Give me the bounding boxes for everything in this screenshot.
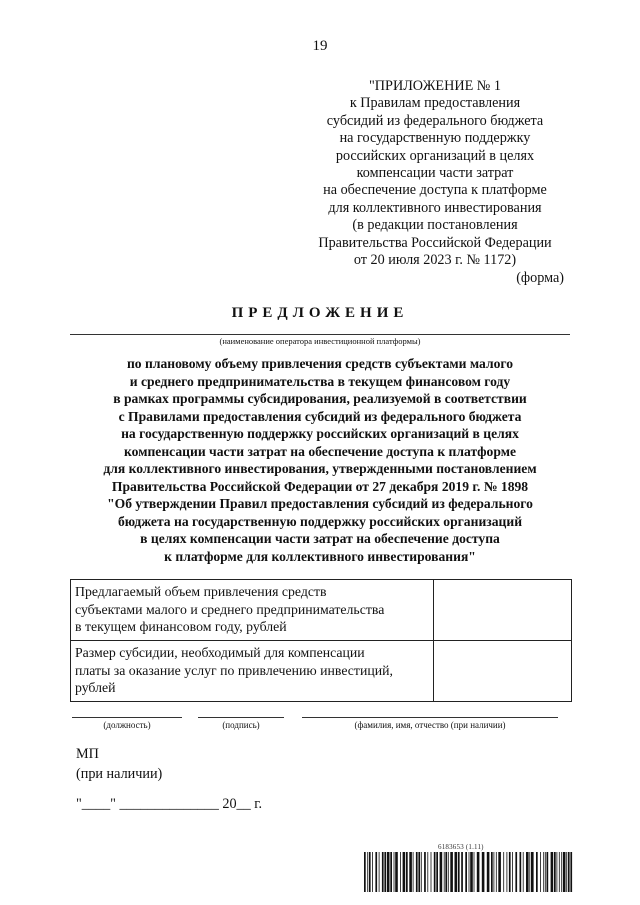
subject-line: компенсации части затрат на обеспечение доступа к платформе — [124, 443, 516, 459]
full-name-caption: (фамилия, имя, отчество (при наличии) — [354, 720, 506, 730]
appendix-line: Правительства Российской Федерации — [318, 234, 552, 251]
stamp-place — [76, 744, 162, 784]
appendix-line: на государственную поддержку — [339, 130, 531, 147]
subject-line: бюджета на государственную поддержку российских организаций — [117, 513, 523, 529]
subject-line: к платформе для коллективного инвестирования" — [164, 548, 476, 564]
full-name-line[interactable] — [302, 717, 558, 718]
date-field[interactable]: "____" ______________ 20__ г. — [76, 796, 263, 812]
proposal-table — [70, 579, 572, 702]
appendix-line: от 20 июля 2023 г. № 1172) — [353, 252, 517, 269]
appendix-line: (в редакции постановления — [352, 217, 518, 234]
label-line: Размер субсидии, необходимый для компенсации — [75, 645, 365, 660]
subject-line: "Об утверждении Правил предоставления субсидий из федерального — [107, 496, 533, 511]
position-caption: (должность) — [103, 720, 151, 730]
label-line: платы за оказание услуг по привлечению инвестиций, — [75, 662, 393, 678]
stamp-note: (при наличии) — [76, 766, 163, 782]
subject-line: в рамках программы субсидирования, реализуемой в соответствии — [113, 391, 527, 406]
barcode-number: 6183653 (1.11) — [438, 843, 484, 851]
attraction-volume-value[interactable] — [434, 580, 572, 641]
appendix-line: к Правилам предоставления — [349, 95, 521, 112]
appendix-line: на обеспечение доступа к платформе — [323, 182, 547, 199]
appendix-line: "ПРИЛОЖЕНИЕ № 1 — [369, 78, 501, 94]
document-title: ПРЕДЛОЖЕНИЕ — [231, 305, 409, 321]
position-line[interactable] — [72, 717, 182, 718]
operator-name-line[interactable] — [70, 334, 570, 335]
label-line: Предлагаемый объем привлечения средств — [75, 584, 327, 599]
table-row — [71, 641, 572, 702]
subject-line: и среднего предпринимательства в текущем финансовом году — [129, 373, 511, 389]
appendix-line: субсидий из федерального бюджета — [326, 112, 544, 129]
subject-line: с Правилами предоставления субсидий из федерального бюджета — [118, 408, 522, 424]
appendix-line: для коллективного инвестирования — [328, 199, 542, 216]
stamp-label: МП — [76, 746, 99, 762]
appendix-line: российских организаций в целях — [335, 147, 535, 164]
barcode — [364, 852, 574, 892]
label-line: рублей — [75, 680, 116, 695]
subject-line: по плановому объему привлечения средств субъектами малого — [126, 356, 514, 371]
subject-line: для коллективного инвестирования, утвержденными постановлением — [103, 461, 537, 476]
subject-line: в целях компенсации части затрат на обеспечение доступа — [140, 531, 500, 546]
subject-line: Правительства Российской Федерации от 27 декабря 2019 г. № 1898 — [111, 478, 529, 494]
attraction-volume-label — [71, 580, 434, 641]
label-line: субъектами малого и среднего предпринимательства — [75, 601, 385, 617]
subsidy-amount-label — [71, 641, 434, 702]
signature-line[interactable] — [198, 717, 284, 718]
appendix-line: компенсации части затрат — [356, 165, 514, 182]
subsidy-amount-value[interactable] — [434, 641, 572, 702]
table-row — [71, 580, 572, 641]
form-label: (форма) — [516, 270, 564, 286]
page-number: 19 — [312, 38, 328, 54]
signature-caption: (подпись) — [222, 720, 260, 730]
proposal-subject — [60, 355, 580, 565]
operator-name-caption: (наименование оператора инвестиционной платформы) — [219, 336, 421, 346]
label-line: в текущем финансовом году, рублей — [75, 619, 287, 634]
appendix-header — [300, 78, 570, 269]
subject-line: на государственную поддержку российских организаций в целях — [121, 426, 519, 441]
